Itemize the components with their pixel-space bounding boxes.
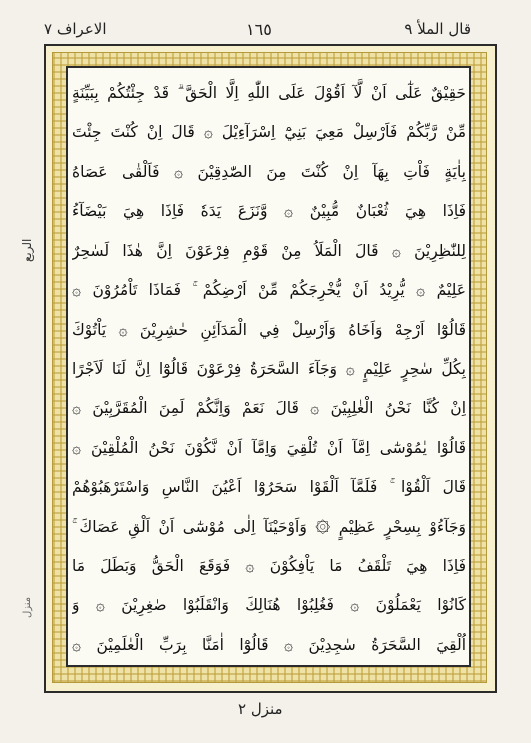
header-page-number: ١٦٥: [246, 20, 272, 39]
verse-line-10: قَالُوْا يٰمُوْسٰٓى اِمَّآ اَنْ تُلْقِيَ وَاِمَّآ اَنْ نَّكُوْنَ نَحْنُ الْمُلْقِيْنَ ۞: [72, 438, 466, 457]
verse-line-11: قَالَ اَلْقُوْا ۚ فَلَمَّآ اَلْقَوْا سَحَرُوْٓا اَعْيُنَ النَّاسِ وَاسْتَرْهَبُوْهُمْ: [72, 478, 466, 497]
verse-line-7: قَالُوْٓا اَرْجِهْ وَاَخَاهُ وَاَرْسِلْ فِي الْمَدَآئِنِ حٰشِرِيْنَ ۞ يَاْتُوْكَ: [72, 320, 466, 339]
verse-line-5: لِلنّٰظِرِيْنَ ۞ قَالَ الْمَلَاُ مِنْ قَوْمِ فِرْعَوْنَ اِنَّ هٰذَا لَسٰحِرٌ: [72, 241, 466, 260]
verse-lines: [72, 74, 466, 664]
verse-line-4: فَاِذَا هِيَ ثُعْبَانٌ مُّبِيْنٌ ۞ وَّنَزَعَ يَدَهٗ فَاِذَا هِيَ بَيْضَآءُ: [72, 202, 466, 221]
margin-small-note: منزل: [22, 596, 33, 618]
header-juz-name: قال الملأ ٩: [404, 20, 471, 38]
footer-manzil: منزل ٢: [238, 700, 283, 718]
verse-line-6: عَلِيْمٌ ۞ يُّرِيْدُ اَنْ يُّخْرِجَكُمْ مِّنْ اَرْضِكُمْ ۚ فَمَاذَا تَاْمُرُوْنَ ۞: [72, 281, 466, 300]
verse-line-15: اُلْقِيَ السَّحَرَةُ سٰجِدِيْنَ ۞ قَالُوْٓا اٰمَنَّا بِرَبِّ الْعٰلَمِيْنَ ۞: [72, 635, 466, 654]
verse-line-9: اِنْ كُنَّا نَحْنُ الْغٰلِبِيْنَ ۞ قَالَ نَعَمْ وَاِنَّكُمْ لَمِنَ الْمُقَرَّبِيْنَ ۞: [72, 399, 466, 418]
verse-line-13: فَاِذَا هِيَ تَلْقَفُ مَا يَاْفِكُوْنَ ۞ فَوَقَعَ الْحَقُّ وَبَطَلَ مَا: [72, 557, 466, 576]
verse-line-14: كَانُوْا يَعْمَلُوْنَ ۞ فَغُلِبُوْا هُنَالِكَ وَانْقَلَبُوْا صٰغِرِيْنَ ۞ وَ: [72, 596, 466, 615]
header-surah-name: الاعراف ٧: [44, 20, 107, 38]
verse-line-3: بِاٰيَةٍ فَاْتِ بِهَآ اِنْ كُنْتَ مِنَ الصّٰدِقِيْنَ ۞ فَاَلْقٰى عَصَاهُ: [72, 162, 466, 181]
verse-line-8: بِكُلِّ سٰحِرٍ عَلِيْمٍ ۞ وَجَآءَ السَّحَرَةُ فِرْعَوْنَ قَالُوْٓا اِنَّ لَنَا لَاَجْرًا: [72, 359, 466, 378]
verse-line-12: وَجَآءُوْ بِسِحْرٍ عَظِيْمٍ ۞ وَاَوْحَيْنَآ اِلٰى مُوْسٰٓى اَنْ اَلْقِ عَصَاكَ ۚ: [72, 517, 466, 536]
verse-line-2: مِّنْ رَّبِّكُمْ فَاَرْسِلْ مَعِيَ بَنِيْٓ اِسْرَآءِيْلَ ۞ قَالَ اِنْ كُنْتَ جِئْتَ: [72, 123, 466, 142]
margin-ruku-mark: الربع: [20, 238, 34, 262]
verse-line-1: حَقِيْقٌ عَلٰٓى اَنْ لَّآ اَقُوْلَ عَلَى اللّٰهِ اِلَّا الْحَقَّ ۗ قَدْ جِئْتُكُمْ بِبَيِّنَةٍ: [72, 84, 466, 102]
